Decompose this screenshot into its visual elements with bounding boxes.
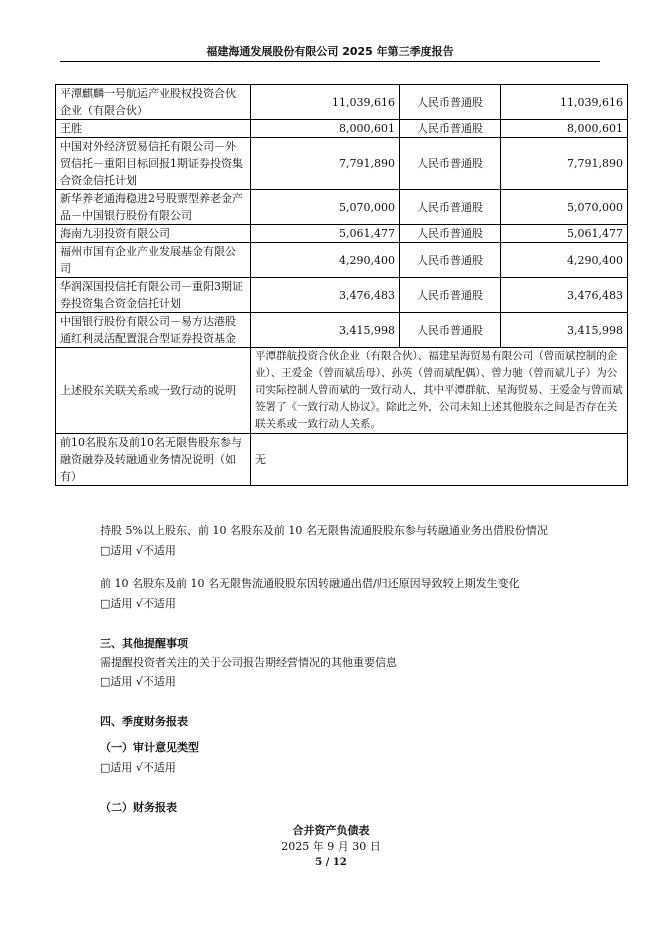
holder-name: 王胜 [56,120,251,138]
table-row [56,225,628,243]
table-row [56,85,628,120]
change-choice: □适用 √不适用 [100,597,176,610]
page-number: 5 / 12 [315,857,347,868]
change-title: 前 10 名股东及前 10 名无限售流通股股东因转融通出借/归还原因导致较上期发生变化 [100,577,520,590]
holder-name: 华润深国投信托有限公司－重阳3期证券投资集合资金信托计划 [56,278,251,313]
section4-1-choice: □适用 √不适用 [100,761,176,774]
lending-title: 持股 5%以上股东、前 10 名股东及前 10 名无限售流通股股东参与转融通业务出借股份情况 [100,524,548,537]
table-row [56,120,628,138]
holder-share-class: 人民币普通股 [400,190,501,225]
balance-sheet-title: 合并资产负债表 [292,824,370,837]
section3-title: 三、其他提醒事项 [100,637,188,650]
table-row [56,243,628,278]
holder-name: 新华养老通海稳进2号股票型养老金产品－中国银行股份有限公司 [56,190,251,225]
table-row [56,278,628,313]
relation-row [56,348,628,434]
holder-amount: 3,476,483 [501,278,628,313]
financing-row [56,434,628,486]
holder-share-class: 人民币普通股 [400,225,501,243]
holder-quantity: 8,000,601 [251,120,400,138]
holder-quantity: 7,791,890 [251,138,400,190]
section3-choice: □适用 √不适用 [100,675,176,688]
holder-quantity: 5,061,477 [251,225,400,243]
holder-amount: 7,791,890 [501,138,628,190]
holder-name: 中国对外经济贸易信托有限公司－外贸信托－重阳目标回报1期证券投资集合资金信托计划 [56,138,251,190]
holder-name: 中国银行股份有限公司－易方达港股通红利灵活配置混合型证券投资基金 [56,313,251,348]
holder-name: 福州市国有企业产业发展基金有限公司 [56,243,251,278]
holder-quantity: 11,039,616 [251,85,400,120]
table-row [56,138,628,190]
shareholder-table [55,84,628,486]
holder-amount: 5,061,477 [501,225,628,243]
financing-label: 前10名股东及前10名无限售股东参与融资融券及转融通业务情况说明（如有） [56,434,251,486]
section3-desc: 需提醒投资者关注的关于公司报告期经营情况的其他重要信息 [100,656,397,669]
holder-share-class: 人民币普通股 [400,278,501,313]
holder-name: 海南九羽投资有限公司 [56,225,251,243]
holder-quantity: 3,476,483 [251,278,400,313]
holder-quantity: 3,415,998 [251,313,400,348]
relation-label: 上述股东关联关系或一致行动的说明 [56,348,251,434]
holder-share-class: 人民币普通股 [400,138,501,190]
holder-share-class: 人民币普通股 [400,120,501,138]
section4-title: 四、季度财务报表 [100,715,188,728]
section4-2-title: （二）财务报表 [100,801,177,814]
lending-choice: □适用 √不适用 [100,544,176,557]
page-header-title: 福建海通发展股份有限公司 2025 年第三季度报告 [206,45,454,58]
holder-amount: 4,290,400 [501,243,628,278]
table-row [56,313,628,348]
relation-text: 平潭群航投资合伙企业（有限合伙）、福建星海贸易有限公司（曾而斌控制的企业）、王爱金（曾而斌岳母）、孙英（曾而斌配偶）、曾力驰（曾而斌儿子）为公司实际控制人曾而斌的一致行动人，其中平潭群航、星海贸易、王爱金与曾而斌签署了《一致行动人协议》。除此之外，公司未知上述其他股东之间是否存在关联关系或一致行动人关系。 [251,348,628,434]
holder-share-class: 人民币普通股 [400,85,501,120]
holder-share-class: 人民币普通股 [400,313,501,348]
holder-amount: 8,000,601 [501,120,628,138]
balance-sheet-date: 2025 年 9 月 30 日 [281,840,381,853]
holder-name: 平潭麒麟一号航运产业股权投资合伙企业（有限合伙） [56,85,251,120]
table-row [56,190,628,225]
holder-amount: 3,415,998 [501,313,628,348]
holder-quantity: 4,290,400 [251,243,400,278]
holder-amount: 5,070,000 [501,190,628,225]
header-divider [60,61,600,62]
holder-share-class: 人民币普通股 [400,243,501,278]
financing-text: 无 [251,434,628,486]
holder-amount: 11,039,616 [501,85,628,120]
holder-quantity: 5,070,000 [251,190,400,225]
section4-1-title: （一）审计意见类型 [100,741,199,754]
